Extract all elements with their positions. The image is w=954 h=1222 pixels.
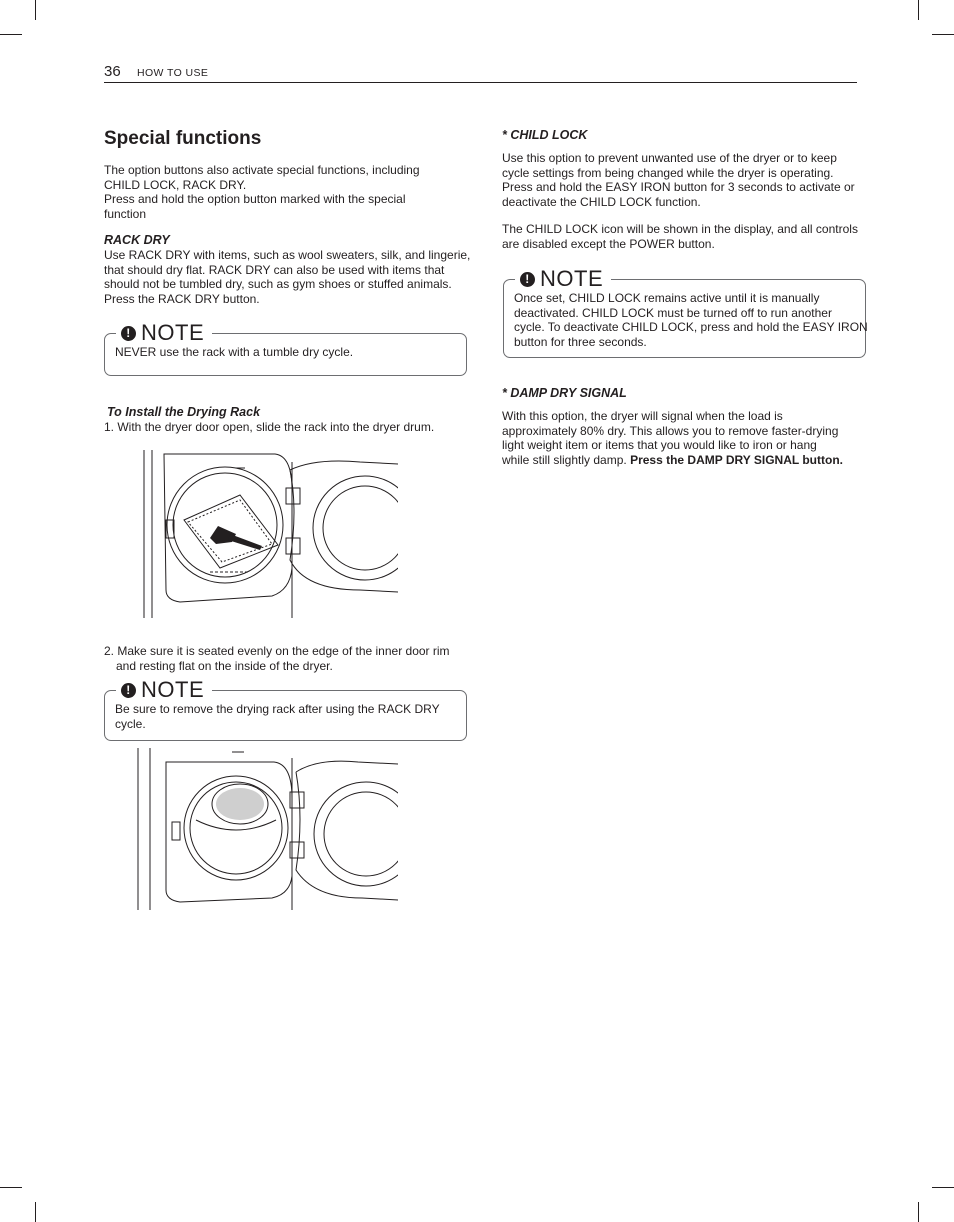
dryer-rack-seated-illustration — [136, 748, 398, 914]
section-title: HOW TO USE — [137, 67, 209, 79]
exclamation-icon: ! — [121, 326, 136, 341]
note-label: ! NOTE — [116, 678, 212, 702]
child-lock-paragraph-1: Use this option to prevent unwanted use of the dryer or to keep cycle settings from being changed while the dryer is operating. Press and hold the EASY IRON button for 3 seconds to activate or deactivate the CHILD LOCK function. — [502, 151, 855, 209]
crop-mark — [35, 1202, 36, 1222]
dryer-rack-install-illustration — [140, 450, 398, 620]
intro-paragraph: The option buttons also activate special functions, including CHILD LOCK, RACK DRY. Press and hold the option button marked with the special function — [104, 163, 420, 221]
note-text: Be sure to remove the drying rack after using the RACK DRY cycle. — [115, 702, 440, 731]
crop-mark — [0, 34, 22, 35]
crop-mark — [932, 34, 954, 35]
install-step-1: 1. With the dryer door open, slide the rack into the dryer drum. — [104, 420, 435, 434]
page-title: Special functions — [104, 128, 262, 149]
damp-dry-paragraph: With this option, the dryer will signal when the load is approximately 80% dry. This allows you to remove faster-drying light weight item or items that you would like to iron or hang while still slightly damp. Press the DAMP DRY SIGNAL button. — [502, 409, 843, 467]
crop-mark — [918, 0, 919, 20]
rack-dry-heading: RACK DRY — [104, 233, 170, 247]
note-text: NEVER use the rack with a tumble dry cycle. — [115, 345, 354, 359]
note-text: Once set, CHILD LOCK remains active until it is manually deactivated. CHILD LOCK must be turned off to run another cycle. To deactivate CHILD LOCK, press and hold the EASY IRON button for three seconds. — [514, 291, 868, 349]
header-rule — [104, 82, 857, 83]
child-lock-heading: * CHILD LOCK — [502, 128, 588, 142]
crop-mark — [918, 1202, 919, 1222]
page-number: 36 — [104, 63, 121, 80]
damp-dry-heading: * DAMP DRY SIGNAL — [502, 386, 627, 400]
note-label: ! NOTE — [116, 321, 212, 345]
note-label: ! NOTE — [515, 267, 611, 291]
crop-mark — [35, 0, 36, 20]
child-lock-paragraph-2: The CHILD LOCK icon will be shown in the display, and all controls are disabled except the POWER button. — [502, 222, 858, 251]
exclamation-icon: ! — [520, 272, 535, 287]
install-step-2: 2. Make sure it is seated evenly on the edge of the inner door rim and resting flat on the inside of the dryer. — [104, 644, 450, 673]
crop-mark — [932, 1187, 954, 1188]
exclamation-icon: ! — [121, 683, 136, 698]
crop-mark — [0, 1187, 22, 1188]
install-heading: To Install the Drying Rack — [107, 405, 261, 419]
rack-dry-paragraph: Use RACK DRY with items, such as wool sweaters, silk, and lingerie, that should dry flat. RACK DRY can also be used with items that should not be tumbled dry, such as gym shoes or stuffed animals. Press the RACK DRY button. — [104, 248, 471, 306]
